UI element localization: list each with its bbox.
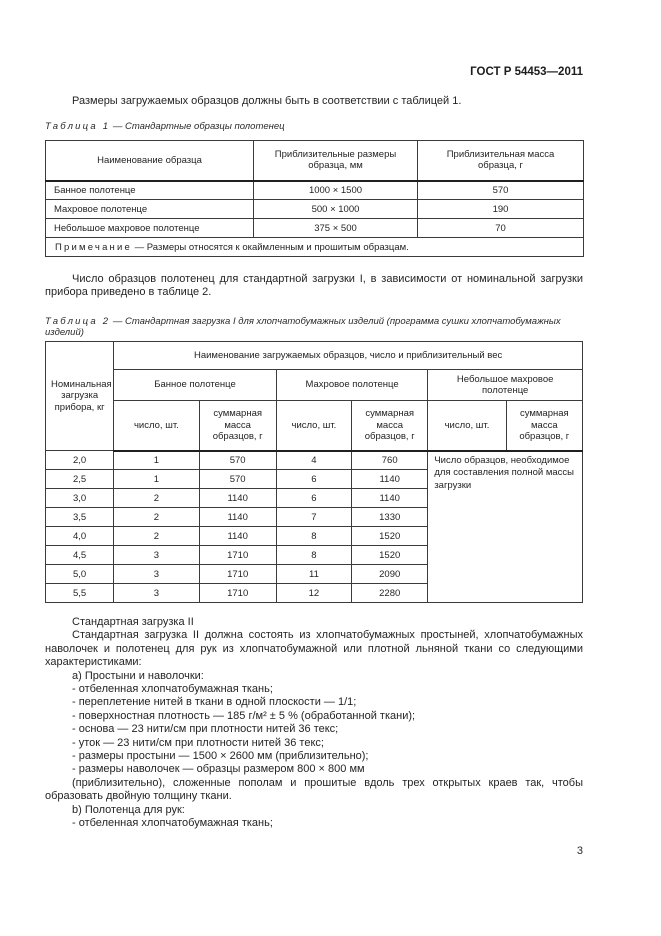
table1-row xyxy=(46,219,584,238)
table1-caption-label: Таблица 1 xyxy=(45,121,111,133)
table-cell: 1710 xyxy=(199,546,276,565)
table-cell: 2280 xyxy=(352,584,428,603)
table-cell: 70 xyxy=(418,219,584,238)
table2-header-row-1 xyxy=(46,342,583,370)
table-cell: Небольшое махровое полотенце xyxy=(46,219,254,238)
list-item: - поверхностная плотность — 185 г/м² ± 5 % (обработанной ткани); xyxy=(72,709,416,722)
table-cell: 1140 xyxy=(199,489,276,508)
table-cell: 1710 xyxy=(199,565,276,584)
table-cell: 2 xyxy=(114,489,199,508)
section-heading: Стандартная загрузка II xyxy=(72,616,194,628)
table-cell: 1140 xyxy=(199,527,276,546)
page-content xyxy=(45,0,583,831)
list-item: - отбеленная хлопчатобумажная ткань; xyxy=(72,817,273,830)
table2-subheader-mass: суммарная масса образцов, г xyxy=(352,401,428,451)
table2-merged-note: Число образцов, необходимое для составления полной массы загрузки xyxy=(428,451,583,603)
table-cell: 2,5 xyxy=(46,470,114,489)
table-cell: 6 xyxy=(276,489,351,508)
table-cell: 2 xyxy=(114,527,199,546)
paragraph-sizes: Размеры загружаемых образцов должны быть в соответствии с таблицей 1. xyxy=(72,95,462,107)
table2-group-bath-towel: Банное полотенце xyxy=(114,370,277,401)
list-item: - уток — 23 нити/см при плотности нитей 36 текс; xyxy=(72,736,324,749)
table1-header-row xyxy=(46,141,584,181)
table-cell: 1140 xyxy=(352,489,428,508)
table1-note xyxy=(46,238,584,257)
table2-caption-label: Таблица 2 xyxy=(45,315,111,327)
list-item-b: b) Полотенца для рук: xyxy=(72,803,185,816)
table2-subheader-count: число, шт. xyxy=(114,401,199,451)
table-cell: 5,5 xyxy=(46,584,114,603)
table-cell: 1140 xyxy=(199,508,276,527)
table2-header-row-3 xyxy=(46,401,583,451)
table-cell: 570 xyxy=(418,181,584,200)
table1-caption xyxy=(45,121,583,133)
list-a xyxy=(45,683,583,777)
table-cell: 4 xyxy=(276,451,351,470)
table-cell: 375 × 500 xyxy=(254,219,418,238)
table2-caption-title: — Стандартная загрузка I для хлопчатобумажных изделий (программа сушки хлопчатобумажных изделий) xyxy=(45,315,561,339)
table-cell: 3,0 xyxy=(46,489,114,508)
table1-caption-title: — Стандартные образцы полотенец xyxy=(112,121,285,133)
table-cell: 570 xyxy=(199,451,276,470)
table2-caption xyxy=(45,316,583,339)
paragraph-count: Число образцов полотенец для стандартной загрузки I, в зависимости от номинальной загрузки прибора приведено в таблице 2. xyxy=(45,273,583,299)
table1-note-row xyxy=(46,238,584,257)
table-cell: 4,0 xyxy=(46,527,114,546)
table2-row xyxy=(46,451,583,470)
list-item: - переплетение нитей в ткани в одной плоскости — 1/1; xyxy=(72,696,357,709)
list-b xyxy=(45,817,583,830)
table1-note-text: — Размеры относятся к окаймленным и прошитым образцам. xyxy=(134,241,409,253)
table-cell: 3,5 xyxy=(46,508,114,527)
list-item: - отбеленная хлопчатобумажная ткань; xyxy=(72,683,273,696)
table-cell: 500 × 1000 xyxy=(254,200,418,219)
table2-group-small-terry-towel: Небольшое махровое полотенце xyxy=(428,370,583,401)
table-cell: 1520 xyxy=(352,546,428,565)
document-code: ГОСТ Р 54453—2011 xyxy=(470,66,583,78)
section-intro: Стандартная загрузка II должна состоять из хлопчатобумажных простыней, хлопчатобумажных наволочек и полотенец для рук из хлопчатобумажной или плотной льняной ткани со следующими характеристиками: xyxy=(45,629,583,669)
table1-note-label: Примечание xyxy=(55,241,132,253)
table-cell: 3 xyxy=(114,584,199,603)
table1-row xyxy=(46,200,584,219)
table-cell: 1000 × 1500 xyxy=(254,181,418,200)
table-cell: 1140 xyxy=(352,470,428,489)
table-cell: 760 xyxy=(352,451,428,470)
table-cell: 1710 xyxy=(199,584,276,603)
table1-standard-towels xyxy=(45,140,584,257)
table-cell: 1 xyxy=(114,451,199,470)
table2-subheader-count: число, шт. xyxy=(276,401,351,451)
list-item-a: а) Простыни и наволочки: xyxy=(72,669,204,682)
list-item: - основа — 23 нити/см при плотности нитей 36 текс; xyxy=(72,723,339,736)
table-cell: 1520 xyxy=(352,527,428,546)
table-cell: 3 xyxy=(114,565,199,584)
table-cell: 3 xyxy=(114,546,199,565)
table2-header-nominal-load: Номинальная загрузка прибора, кг xyxy=(46,342,114,451)
list-item: - размеры простыни — 1500 × 2600 мм (приблизительно); xyxy=(72,750,369,763)
table2-standard-load xyxy=(45,341,583,603)
section-continuation: (приблизительно), сложенные пополам и прошитые вдоль трех открытых краев так, чтобы образовать двойную толщину ткани. xyxy=(45,776,583,803)
table1-header-size: Приблизительные размеры образца, мм xyxy=(254,141,418,181)
table2-subheader-mass: суммарная масса образцов, г xyxy=(506,401,582,451)
page-number: 3 xyxy=(576,845,583,857)
table2-subheader-mass: суммарная масса образцов, г xyxy=(199,401,276,451)
table-cell: 7 xyxy=(276,508,351,527)
table-cell: Банное полотенце xyxy=(46,181,254,200)
section-standard-load-2 xyxy=(45,616,583,831)
table-cell: 1330 xyxy=(352,508,428,527)
table-cell: 8 xyxy=(276,546,351,565)
table-cell: 1 xyxy=(114,470,199,489)
table-cell: Махровое полотенце xyxy=(46,200,254,219)
table-cell: 2090 xyxy=(352,565,428,584)
table-cell: 6 xyxy=(276,470,351,489)
table-cell: 8 xyxy=(276,527,351,546)
table-cell: 5,0 xyxy=(46,565,114,584)
table2-header-group-top: Наименование загружаемых образцов, число и приблизительный вес xyxy=(114,342,583,370)
table2-subheader-count: число, шт. xyxy=(428,401,506,451)
table2-header-row-2 xyxy=(46,370,583,401)
table1-header-name: Наименование образца xyxy=(46,141,254,181)
list-item: - размеры наволочек — образцы размером 800 × 800 мм xyxy=(72,763,365,776)
table2-group-terry-towel: Махровое полотенце xyxy=(276,370,428,401)
table1-header-mass: Приблизительная масса образца, г xyxy=(418,141,584,181)
table-cell: 11 xyxy=(276,565,351,584)
table1-row xyxy=(46,181,584,200)
table-cell: 190 xyxy=(418,200,584,219)
table-cell: 12 xyxy=(276,584,351,603)
table-cell: 570 xyxy=(199,470,276,489)
table-cell: 2 xyxy=(114,508,199,527)
table-cell: 2,0 xyxy=(46,451,114,470)
table-cell: 4,5 xyxy=(46,546,114,565)
